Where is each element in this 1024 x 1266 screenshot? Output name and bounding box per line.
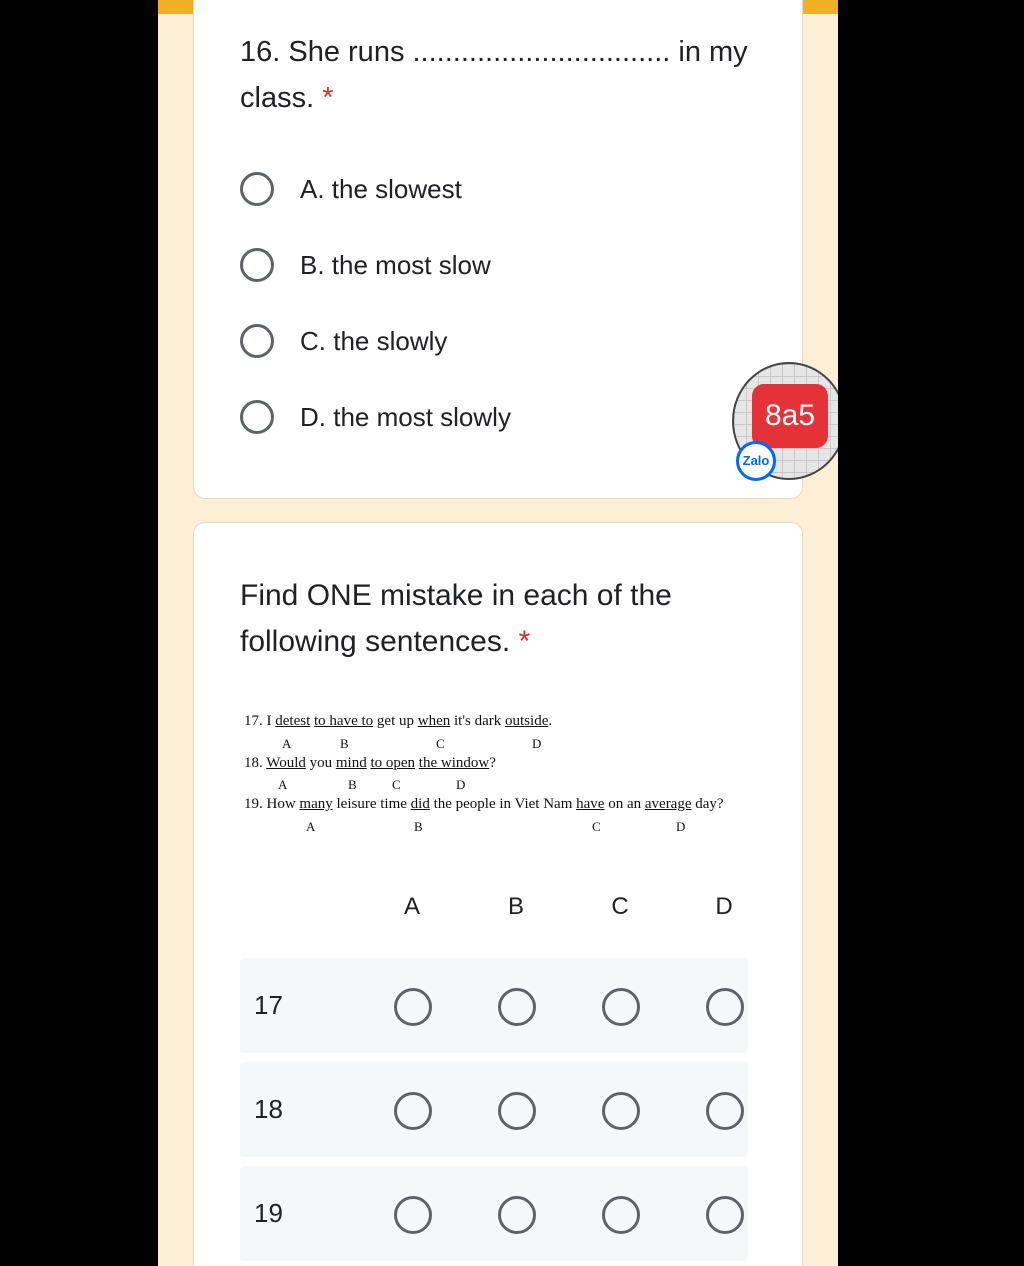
grid-column-header-b: B — [507, 893, 524, 920]
grid-radio-19-b[interactable] — [498, 1196, 536, 1234]
question-image-sentences — [244, 709, 764, 839]
question-title — [240, 573, 672, 665]
answer-letter: A — [282, 736, 292, 751]
grid-row-label: 18 — [254, 1094, 283, 1124]
question-text-line2: following sentences. — [240, 625, 511, 658]
grid-radio-18-a[interactable] — [394, 1092, 432, 1130]
question-text-line2: class. — [240, 82, 315, 114]
grid-radio-19-d[interactable] — [706, 1196, 744, 1234]
grid-column-header-a: A — [403, 893, 420, 920]
option-d[interactable] — [240, 397, 511, 437]
form-viewport — [158, 0, 838, 1266]
answer-letter: A — [278, 777, 288, 792]
grid-row-label: 17 — [254, 990, 283, 1020]
grid-radio-18-b[interactable] — [498, 1092, 536, 1130]
sentence-17: 17. I detest to have to get up when it's dark outside. — [244, 713, 553, 729]
grid-radio-17-d[interactable] — [706, 988, 744, 1026]
grid-radio-18-d[interactable] — [706, 1092, 744, 1130]
question-card-grid — [193, 522, 803, 1266]
answer-letter: C — [436, 736, 445, 751]
grid-radio-17-a[interactable] — [394, 988, 432, 1026]
zalo-logo-icon: Zalo — [736, 441, 776, 481]
option-label: B. the most slow — [300, 249, 491, 280]
grid-row-label: 19 — [254, 1198, 283, 1228]
question-title — [240, 29, 748, 121]
option-a[interactable] — [240, 169, 462, 209]
sentence-19: 19. How many leisure time did the people in Viet Nam have on an average day? — [244, 796, 724, 812]
answer-letter: C — [392, 777, 401, 792]
question-text-line1: Find ONE mistake in each of the — [240, 579, 672, 612]
grid-radio-17-c[interactable] — [602, 988, 640, 1026]
answer-letter: B — [340, 736, 349, 751]
answer-letter: A — [306, 819, 316, 834]
sentence-18: 18. Would you mind to open the window? — [244, 755, 496, 771]
question-text-line1: 16. She runs ................................ in my — [240, 36, 748, 68]
grid-row-18 — [240, 1062, 748, 1157]
grid-radio-17-b[interactable] — [498, 988, 536, 1026]
grid-row-17 — [240, 958, 748, 1053]
question-card-16 — [193, 0, 803, 499]
option-label: C. the slowly — [300, 325, 448, 356]
radio-circle-icon[interactable] — [240, 400, 274, 434]
answer-letter: B — [414, 819, 423, 834]
grid-row-19 — [240, 1166, 748, 1261]
answer-letter: D — [676, 819, 686, 834]
required-mark: * — [518, 625, 531, 658]
option-b[interactable] — [240, 245, 491, 285]
option-label: D. the most slowly — [300, 401, 511, 432]
radio-circle-icon[interactable] — [240, 324, 274, 358]
answer-letter: C — [592, 819, 601, 834]
grid-column-header-d: D — [715, 893, 733, 920]
grid-column-header-c: C — [611, 893, 629, 920]
required-mark: * — [322, 82, 334, 114]
answer-letter: B — [348, 777, 357, 792]
grid-radio-19-c[interactable] — [602, 1196, 640, 1234]
option-c[interactable] — [240, 321, 447, 361]
radio-circle-icon[interactable] — [240, 172, 274, 206]
grid-radio-18-c[interactable] — [602, 1092, 640, 1130]
grid-radio-19-a[interactable] — [394, 1196, 432, 1234]
answer-letter: D — [456, 777, 466, 792]
answer-letter: D — [532, 736, 542, 751]
radio-circle-icon[interactable] — [240, 248, 274, 282]
chat-head-avatar[interactable]: 8a5 — [752, 384, 828, 448]
option-label: A. the slowest — [300, 173, 462, 204]
